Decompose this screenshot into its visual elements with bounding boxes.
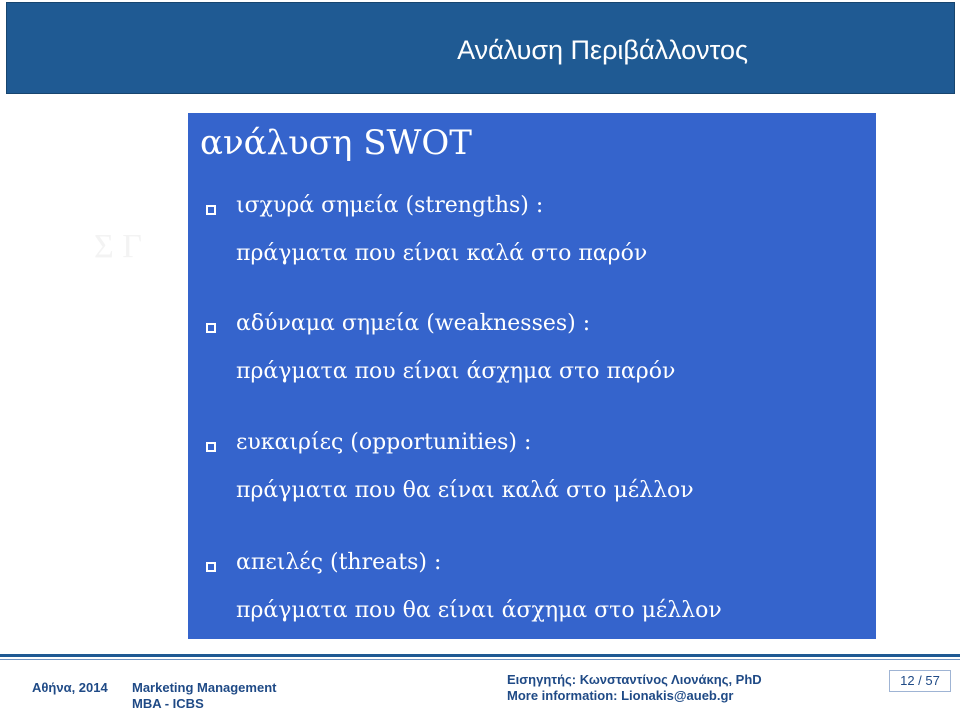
square-bullet-icon bbox=[206, 323, 216, 333]
item-description: πράγματα που θα είναι καλά στο μέλλον bbox=[236, 478, 694, 503]
footer-info: More information: Lionakis@aueb.gr bbox=[507, 688, 734, 703]
footer-divider bbox=[0, 654, 960, 657]
swot-panel bbox=[188, 113, 876, 639]
item-heading: αδύναμα σημεία (weaknesses) : bbox=[236, 311, 591, 336]
item-heading: ευκαιρίες (opportunities) : bbox=[236, 430, 532, 455]
footer-program: MBA - ICBS bbox=[132, 696, 204, 711]
footer-lecturer: Εισηγητής: Κωνσταντίνος Λιονάκης, PhD bbox=[507, 672, 762, 687]
page-number: 12 / 57 bbox=[889, 670, 951, 692]
square-bullet-icon bbox=[206, 442, 216, 452]
footer-place-date: Αθήνα, 2014 bbox=[32, 680, 108, 695]
slide-header bbox=[6, 2, 955, 94]
item-heading: απειλές (threats) : bbox=[236, 550, 442, 575]
item-description: πράγματα που θα είναι άσχημα στο μέλλον bbox=[236, 598, 722, 623]
item-heading: ισχυρά σημεία (strengths) : bbox=[236, 193, 544, 218]
item-description: πράγματα που είναι άσχημα στο παρόν bbox=[236, 359, 676, 384]
footer-course: Marketing Management bbox=[132, 680, 277, 695]
background-ghost-text: Σ Γ bbox=[94, 228, 142, 265]
item-description: πράγματα που είναι καλά στο παρόν bbox=[236, 241, 648, 266]
square-bullet-icon bbox=[206, 205, 216, 215]
panel-title: ανάλυση SWOT bbox=[200, 123, 472, 163]
slide-title: Ανάλυση Περιβάλλοντος bbox=[457, 35, 748, 65]
square-bullet-icon bbox=[206, 562, 216, 572]
footer-divider-thin bbox=[0, 659, 960, 660]
